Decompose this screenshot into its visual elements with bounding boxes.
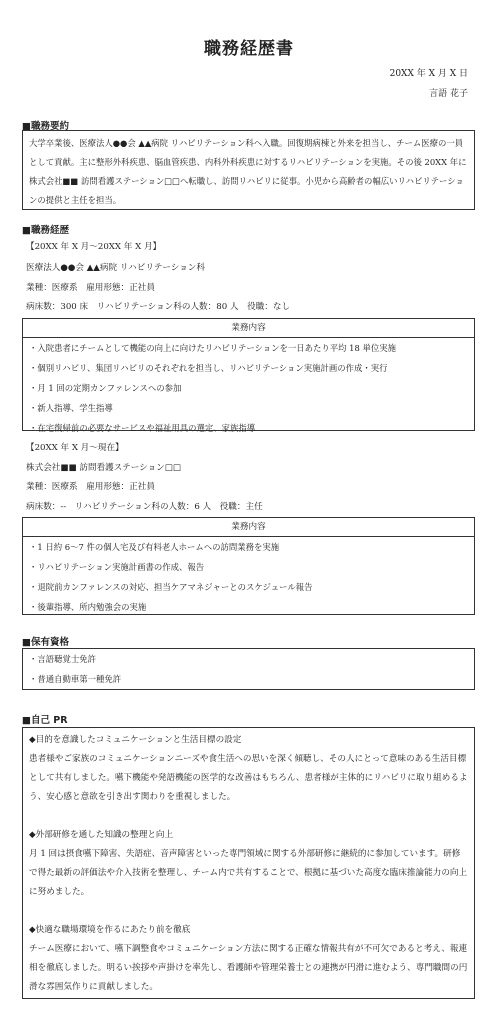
document-date: 20XX 年 X 月 X 日 <box>389 69 468 79</box>
job2-stats: 病床数：-- リハビリテーション科の人数：6 人 役職：主任 <box>26 502 263 512</box>
job2-duty-2: ・リハビリテーション実施計画書の作成、報告 <box>29 562 205 572</box>
job2-type: 業種：医療系 雇用形態：正社員 <box>26 482 155 492</box>
job1-stats: 病床数：300 床 リハビリテーション科の人数：80 人 役職：なし <box>26 302 291 312</box>
job1-table-header: 業務内容 <box>23 319 474 338</box>
job2-duty-3: ・退院前カンファレンスの対応、担当ケアマネジャーとのスケジュール報告 <box>29 582 313 592</box>
job1-duty-3: ・月 1 回の定期カンファレンスへの参加 <box>29 383 182 393</box>
pr-item-heading: ◆快適な職場環境を作るにあたり前を徹底 <box>29 925 191 935</box>
qualification-1: ・言語聴覚士免許 <box>29 654 96 664</box>
job2-table-header: 業務内容 <box>23 518 474 537</box>
pr-item-1 <box>23 731 474 807</box>
qualifications-heading: ■保有資格 <box>22 637 69 648</box>
job2-duty-4: ・後輩指導、所内勉強会の実施 <box>29 602 147 612</box>
summary-box <box>22 130 475 210</box>
pr-item-text: 月 1 回は摂食嚥下障害、失語症、音声障害といった専門領域に関する外部研修に継続的に参加しています。研修で得た最新の評価法や介入技術を整理し、チーム内で共有することで、根拠に基づいた高度な臨床推論能力の向上に努めました。 <box>29 849 468 897</box>
job1-duty-4: ・新人指導、学生指導 <box>29 403 113 413</box>
author-name: 言語 花子 <box>429 89 468 99</box>
document-title: 職務経歴書 <box>204 39 294 59</box>
job1-duty-table <box>22 318 475 431</box>
pr-box <box>22 727 475 999</box>
history-heading: ■職務経歴 <box>22 225 69 236</box>
pr-item-text: チーム医療において、嚥下調整食やコミュニケーション方法に関する正確な情報共有が不可欠であると考え、報連相を徹底しました。明るい挨拶や声掛けを率先し、看護師や管理栄養士との連携が円滑に進むよう、専門職間の円滑な雰囲気作りに貢献しました。 <box>29 944 468 992</box>
job1-duty-2: ・個別リハビリ、集団リハビリのそれぞれを担当し、リハビリテーション実施計画の作成・実行 <box>29 363 388 373</box>
job2-employer: 株式会社■■ 訪問看護ステーション□□ <box>26 463 182 473</box>
job1-employer: 医療法人●●会 ▲▲病院 リハビリテーション科 <box>26 263 205 273</box>
job1-duty-1: ・入院患者にチームとして機能の向上に向けたリハビリテーションを一日あたり平均 18 単位実施 <box>29 343 396 353</box>
job2-duty-table <box>22 517 475 615</box>
job2-duty-1: ・1 日約 6～7 件の個人宅及び有料老人ホームへの訪問業務を実施 <box>29 542 280 552</box>
pr-item-2 <box>23 826 474 902</box>
summary-text: 大学卒業後、医療法人●●会 ▲▲病院 リハビリテーション科へ入職。回復期病棟と外来を担当し、チーム医療の一員として貢献。主に整形外科疾患、脳血管疾患、内科外科疾患に対するリハビリテーションを実施。その後 20XX 年に株式会社■■ 訪問看護ステーション□□へ転職し、訪問リハビリに従事。小児から高齢者の幅広いリハビリテーションの提供と主任を担当。 <box>29 138 467 205</box>
pr-item-text: 患者様やご家族のコミュニケーションニーズや食生活への思いを深く傾聴し、その人にとって意味のある生活目標として共有しました。嚥下機能や発語機能の医学的な改善はもちろん、患者様が主体的にリハビリに取り組めるよう、安心感と意欲を引き出す関わりを重視しました。 <box>29 754 468 802</box>
summary-heading: ■職務要約 <box>22 121 69 132</box>
pr-item-3 <box>23 921 474 997</box>
job1-period: 【20XX 年 X 月～20XX 年 X 月】 <box>26 242 162 252</box>
pr-heading: ■自己 PR <box>22 715 68 726</box>
pr-item-heading: ◆目的を意識したコミュニケーションと生活目標の設定 <box>29 735 242 745</box>
pr-item-heading: ◆外部研修を通した知識の整理と向上 <box>29 830 174 840</box>
job1-type: 業種：医療系 雇用形態：正社員 <box>26 283 155 293</box>
job2-period: 【20XX 年 X 月～現在】 <box>26 443 124 453</box>
job1-duty-5: ・在宅復帰前の必要なサービスや福祉用具の選定、家族指導 <box>29 423 256 433</box>
qualification-2: ・普通自動車第一種免許 <box>29 674 122 684</box>
qualifications-box <box>22 648 475 690</box>
